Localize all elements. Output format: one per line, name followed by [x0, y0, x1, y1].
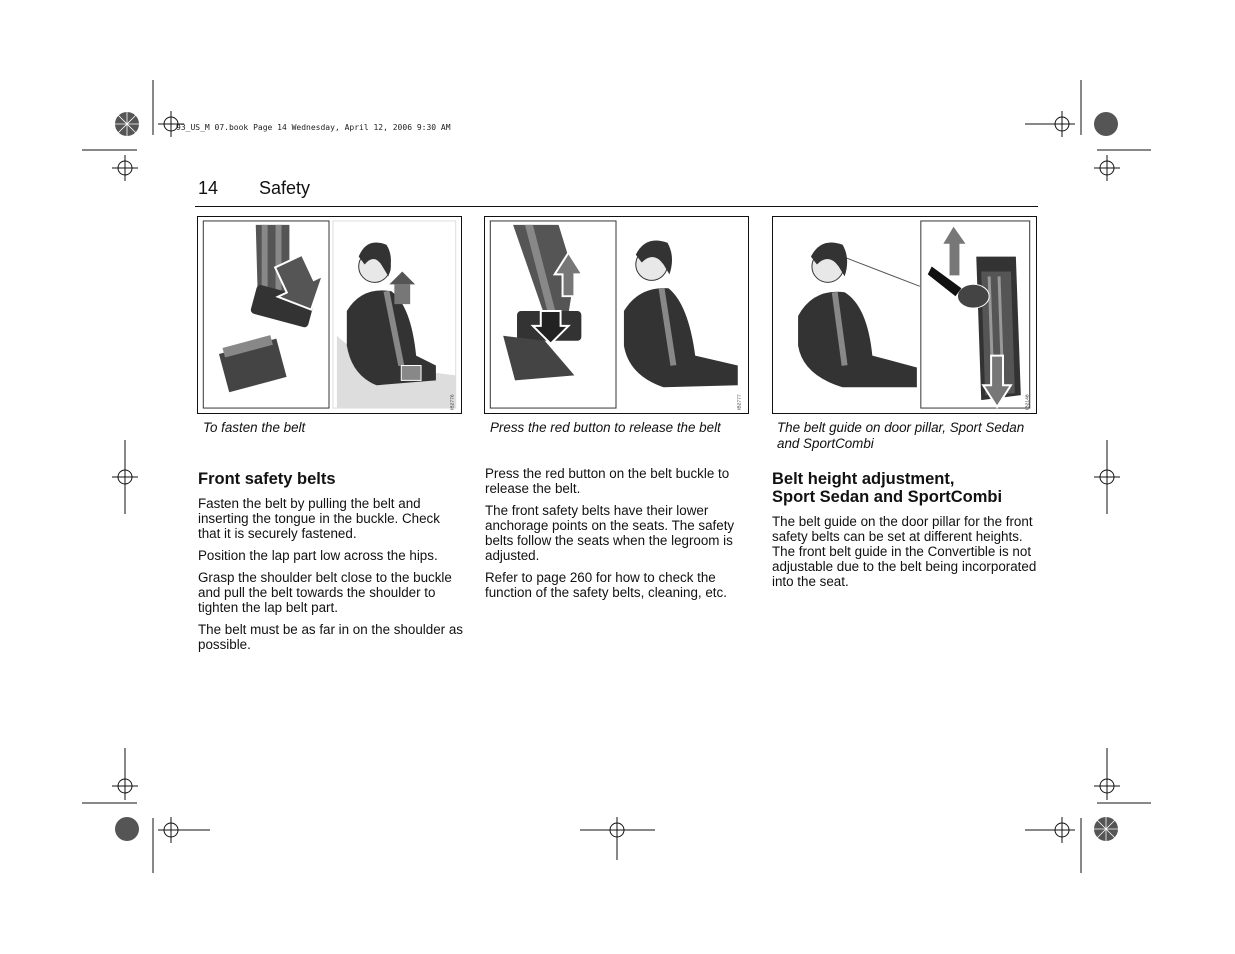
column-1	[198, 470, 463, 659]
paragraph: Position the lap part low across the hips.	[198, 548, 438, 563]
figure-code: IB2777	[737, 394, 743, 411]
paragraph: Fasten the belt by pulling the belt and inserting the tongue in the buckle. Check that it is securely fastened.	[198, 496, 440, 541]
heading-line: Sport Sedan and SportCombi	[772, 488, 1003, 506]
figure-code: IB2776	[450, 394, 456, 411]
column-3-body	[772, 514, 1038, 589]
paragraph: Grasp the shoulder belt close to the buckle and pull the belt towards the shoulder to tighten the lap belt part.	[198, 570, 452, 615]
paragraph: The belt must be as far in on the shoulder as possible.	[198, 622, 463, 652]
column-1-body	[198, 496, 463, 652]
print-slug: 93_US_M 07.book Page 14 Wednesday, April 12, 2006 9:30 AM	[176, 123, 451, 132]
figure-caption-3: The belt guide on door pillar, Sport Sedan and SportCombi	[777, 420, 1025, 451]
figure-release-belt	[484, 216, 749, 414]
belt-guide-illustration	[773, 217, 1036, 413]
figure-fasten-belt	[197, 216, 462, 414]
page-number: 14	[198, 178, 219, 198]
paragraph: The front safety belts have their lower anchorage points on the seats. The safety belts follow the seats when the legroom is adjusted.	[485, 503, 735, 563]
figure-code: IB2148	[1025, 394, 1031, 411]
figure-caption-1: To fasten the belt	[203, 420, 306, 435]
fasten-belt-illustration	[198, 217, 461, 413]
paragraph: Refer to page 260 for how to check the function of the safety belts, cleaning, etc.	[485, 570, 727, 600]
release-belt-illustration	[485, 217, 748, 413]
section-heading-front-safety-belts: Front safety belts	[198, 470, 336, 488]
paragraph: The belt guide on the door pillar for the front safety belts can be set at different heights. The front belt guide in the Convertible is not adjustable due to the belt being incorporated into the seat.	[772, 514, 1037, 589]
section-title: Safety	[259, 178, 311, 198]
section-heading-belt-height-adjustment	[772, 470, 1038, 506]
figure-belt-guide	[772, 216, 1037, 414]
column-2	[485, 466, 750, 607]
paragraph: Press the red button on the belt buckle to release the belt.	[485, 466, 730, 496]
column-3	[772, 470, 1038, 596]
header-rule	[195, 206, 1038, 207]
figure-caption-2: Press the red button to release the belt	[490, 420, 721, 435]
heading-line: Belt height adjustment,	[772, 470, 955, 488]
